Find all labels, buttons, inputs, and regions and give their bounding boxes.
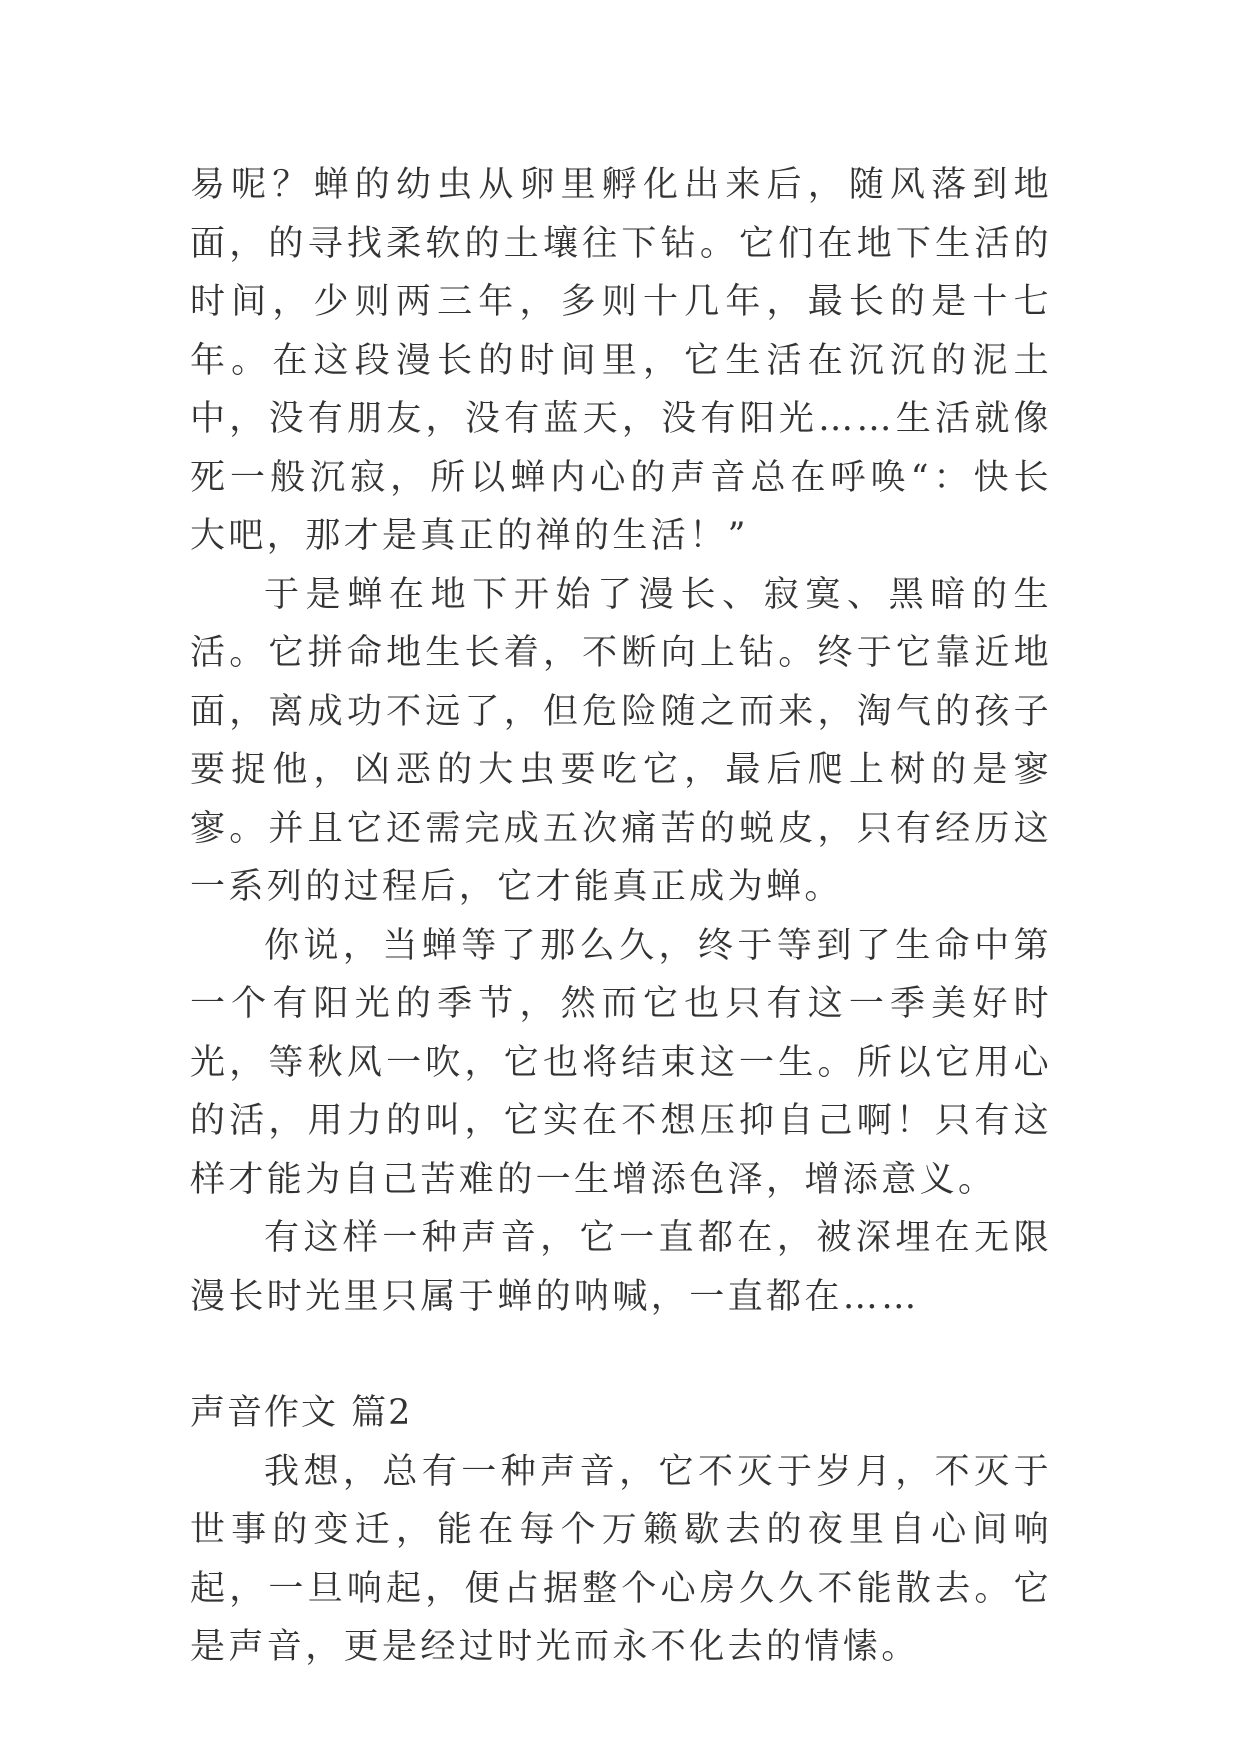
paragraph: 有这样一种声音，它一直都在，被深埋在无限漫长时光里只属于蝉的呐喊，一直都在…… (190, 1218, 1052, 1317)
paragraph: 于是蝉在地下开始了漫长、寂寞、黑暗的生活。它拼命地生长着，不断向上钻。终于它靠近地面，离成功不远了，但危险随之而来，淘气的孩子要捉他，凶恶的大虫要吃它，最后爬上树的是寥寥。并且它还需完成五次痛苦的蜕皮，只有经历这一系列的过程后，它才能真正成为蝉。 (190, 574, 1052, 907)
paragraph: 你说，当蝉等了那么久，终于等到了生命中第一个有阳光的季节，然而它也只有这一季美好时光，等秋风一吹，它也将结束这一生。所以它用心的活，用力的叫，它实在不想压抑自己啊！只有这样才能为自己苦难的一生增添色泽，增添意义。 (190, 925, 1052, 1200)
section-heading: 声音作文 篇2 (190, 1393, 413, 1433)
paragraph: 我想，总有一种声音，它不灭于岁月，不灭于世事的变迁，能在每个万籁歇去的夜里自心间响起，一旦响起，便占据整个心房久久不能散去。它是声音，更是经过时光而永不化去的情愫。 (190, 1451, 1052, 1667)
document-body (190, 156, 1052, 1677)
paragraph-continuation: 易呢？蝉的幼虫从卵里孵化出来后，随风落到地面，的寻找柔软的土壤往下钻。它们在地下生活的时间，少则两三年，多则十几年，最长的是十七年。在这段漫长的时间里，它生活在沉沉的泥土中，没有朋友，没有蓝天，没有阳光……生活就像死一般沉寂，所以蝉内心的声音总在呼唤“：快长大吧，那才是真正的禅的生活！” (190, 165, 1052, 556)
